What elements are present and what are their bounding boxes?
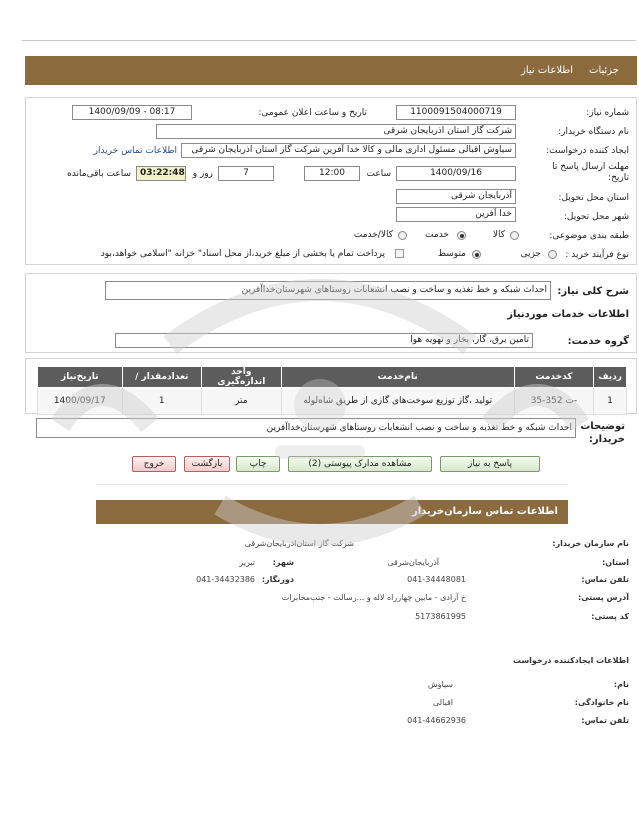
category-radio-service[interactable] [457, 231, 466, 240]
category-option-service: خدمت [425, 230, 449, 240]
attachments-button[interactable]: مشاهده مدارک پیوستی (2) [288, 456, 432, 472]
process-radio-minor[interactable] [548, 250, 557, 259]
buyer-contact-link[interactable]: اطلاعات تماس خریدار [93, 146, 177, 156]
contact-address-value: خ آزادی - مابین چهارراه لاله و ...رسالت - جنب‌مخابرات [281, 593, 466, 602]
creator-field: سیاوش اقبالی مسئول اداری مالی و کالا خدا آفرین شرکت گاز استان اذربایجان شرقی [181, 143, 516, 158]
header-bar [25, 56, 637, 85]
days-label: روز و [192, 169, 213, 179]
requester-family-label: نام خانوادگی: [574, 698, 629, 707]
contact-address-label: آدرس پستی: [578, 593, 629, 602]
category-option-goods: کالا [492, 230, 505, 240]
buttons-divider [96, 484, 568, 485]
need-number-field: 1100091504000719 [396, 105, 516, 120]
contact-phone-label: تلفن تماس: [581, 575, 629, 584]
summary-title-label: شرح کلی نیاز: [557, 286, 629, 297]
deadline-time-label: ساعت [366, 169, 391, 179]
tab-details[interactable]: جزئیات [589, 65, 619, 76]
announce-date-label: تاریخ و ساعت اعلان عمومی: [258, 108, 367, 118]
province-field: آذربایجان شرقی [396, 189, 516, 204]
contact-province-label: استان: [602, 558, 629, 567]
remaining-time-field: 03:22:48 [136, 166, 186, 181]
buyer-org-field: شرکت گاز استان اذربایجان شرقی [156, 124, 516, 139]
city-field: خدا آفرین [396, 207, 516, 222]
buyer-org-label: نام دستگاه خریدار: [558, 127, 629, 137]
contact-fax-value: 041-34432386 [196, 575, 255, 584]
th-row: ردیف [594, 367, 627, 388]
table-row [38, 388, 627, 415]
th-unit: واحد اندازه‌گیری [202, 367, 282, 388]
deadline-label: مهلت ارسال پاسخ تا تاریخ: [552, 162, 629, 183]
contact-bar: اطلاعات تماس سازمان‌خریدار [96, 500, 568, 524]
services-table [37, 366, 627, 415]
buyer-notes-label: توضیحات خریدار: [580, 421, 625, 445]
summary-title-field: احداث شبکه و خط تغذیه و ساخت و نصب انشعابات روستاهای شهرستان‌خداآفرین [105, 281, 551, 300]
cell-name: تولید ،گاز توزیع سوخت‌های گازی از طریق شاه‌لوله [281, 388, 514, 415]
payment-note: پرداخت تمام یا بخشی از مبلغ خرید،از محل اسناد" خزانه "اسلامی خواهد،بود [100, 249, 385, 259]
requester-family-value: اقبالی [432, 698, 453, 707]
table-header-row [38, 367, 627, 388]
deadline-date-field: 1400/09/16 [396, 166, 516, 181]
days-field: 7 [218, 166, 274, 181]
contact-city-value: تبریز [239, 558, 255, 567]
process-label: نوع فرآیند خرید : [565, 250, 629, 260]
print-button[interactable]: چاپ [236, 456, 280, 472]
province-label: استان محل تحویل: [558, 193, 629, 203]
cell-date: 1400/09/17 [38, 388, 123, 415]
contact-province-value: آذربایجان‌شرقی [387, 558, 439, 567]
city-label: شهر محل تحویل: [563, 212, 629, 222]
buyer-notes-field: احداث شبکه و خط تغذیه و ساخت و نصب انشعابات روستاهای شهرستان‌خداآفرین [36, 418, 576, 438]
requester-heading: اطلاعات ایجادکننده درخواست [512, 656, 629, 665]
creator-label: ایجاد کننده درخواست: [546, 146, 629, 156]
contact-postal-label: کد پستی: [591, 612, 629, 621]
cell-unit: متر [202, 388, 282, 415]
th-name: نام‌خدمت [281, 367, 514, 388]
th-code: کدخدمت [514, 367, 593, 388]
need-number-label: شماره نیاز: [586, 108, 629, 118]
requester-phone-label: تلفن تماس: [581, 716, 629, 725]
contact-postal-value: 5173861995 [415, 612, 466, 621]
cell-code: ت 352-35- [514, 388, 593, 415]
contact-phone-value: 041-34448081 [407, 575, 466, 584]
requester-name-label: نام: [613, 680, 629, 689]
reply-button[interactable]: پاسخ به نیاز [440, 456, 540, 472]
exit-button[interactable]: خروج [132, 456, 176, 472]
th-date: تاریخ‌نیاز [38, 367, 123, 388]
th-qty: تعداد‌مقدار / [122, 367, 202, 388]
cell-row: 1 [594, 388, 627, 415]
process-radio-medium[interactable] [472, 250, 481, 259]
contact-org-value: شرکت گاز استان‌اذربایجان‌شرقی [244, 539, 354, 548]
category-radio-goods-service[interactable] [398, 231, 407, 240]
requester-phone-value: 041-44662936 [407, 716, 466, 725]
service-group-field: تامین برق، گاز، بخار و تهویه هوا [115, 333, 533, 348]
treasury-checkbox[interactable] [395, 249, 404, 258]
contact-city-label: شهر: [272, 558, 294, 567]
process-option-minor: جزیی [520, 249, 541, 259]
category-label: طبقه بندی موضوعی: [549, 231, 629, 241]
service-group-label: گروه خدمت: [567, 336, 629, 347]
contact-fax-label: دورنگار: [261, 575, 294, 584]
announce-date-field: 1400/09/09 - 08:17 [72, 105, 192, 120]
remaining-time-label: ساعت باقی‌مانده [67, 169, 131, 179]
back-button[interactable]: بازگشت [184, 456, 230, 472]
top-divider [22, 40, 636, 41]
requester-name-value: سیاوش [427, 680, 453, 689]
contact-org-label: نام سازمان خریدار: [552, 539, 629, 548]
category-option-goods-service: کالا/خدمت [353, 230, 393, 240]
category-radio-goods[interactable] [510, 231, 519, 240]
services-heading: اطلاعات خدمات مورد‌نیاز [507, 309, 629, 320]
process-option-medium: متوسط [437, 249, 466, 259]
tab-need-info[interactable]: اطلاعات نیاز [521, 65, 574, 76]
cell-qty: 1 [122, 388, 202, 415]
deadline-time-field: 12:00 [304, 166, 360, 181]
